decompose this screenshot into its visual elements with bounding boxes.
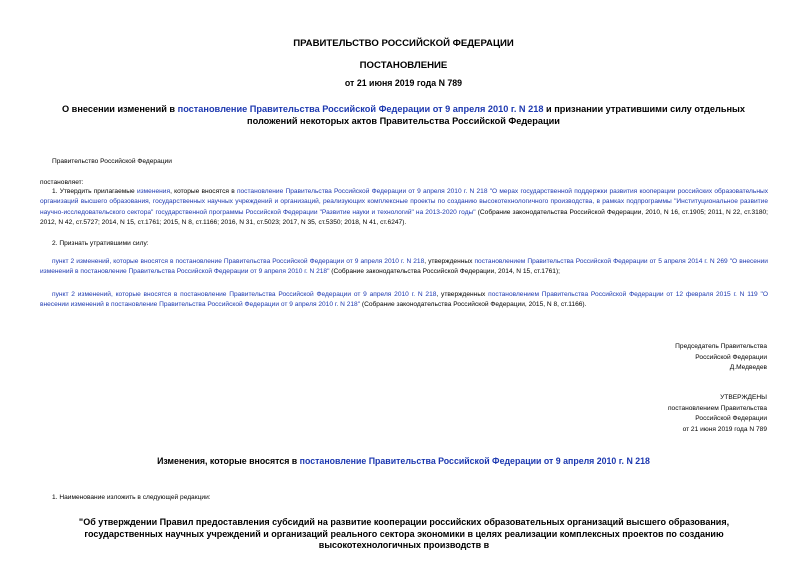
changes-heading-start: Изменения, которые вносятся в	[157, 456, 300, 466]
approval-heading: УТВЕРЖДЕНЫ	[720, 394, 767, 401]
changes-link[interactable]: изменения	[136, 188, 171, 195]
new-name-text: "Об утверждении Правил предоставления субсидий на развитие кооперации российских образовательных организаций высшего образования, государственных научных учреждений и организаций реального сектора экономики в целях реализации комплексных проектов по созданию высокотехнологичных производств в	[78, 517, 730, 551]
title-resolution-link[interactable]: постановление Правительства Российской Федерации от 9 апреля 2010 г. N 218	[177, 104, 544, 114]
resolution-119-link[interactable]: постановлением Правительства Российской Федерации от 12 февраля 2015 г. N 119 "О внесении изменений в постановление Правительства Российской Федерации от 9 апреля 2010 г. N 218"	[40, 291, 768, 309]
changes-heading-link[interactable]: постановление Правительства Российской Федерации от 9 апреля 2010 г. N 218	[299, 456, 650, 466]
item-2-sub-2	[40, 290, 768, 311]
resolves-label: постановляет:	[40, 179, 84, 186]
sub-2-clause-link[interactable]: пункт 2 изменений, которые вносятся в постановление Правительства Российской Федерации от 9 апреля 2010 г. N 218	[52, 291, 437, 298]
government-name: Правительство Российской Федерации	[52, 158, 172, 165]
item-1-paragraph	[40, 187, 768, 229]
resolution-269-link[interactable]: постановлением Правительства Российской Федерации от 5 апреля 2014 г. N 269 "О внесении изменений в постановление Правительства Российской Федерации от 9 апреля 2010 г. N 218"	[40, 258, 768, 276]
sub-2-middle: , утвержденных	[436, 291, 489, 298]
title-text-end: и признании утратившими силу отдельных положений некоторых актов Правительства Российской Федерации	[247, 104, 746, 126]
signature-country: Российской Федерации	[695, 353, 767, 361]
change-1-paragraph: 1. Наименование изложить в следующей редакции:	[52, 494, 211, 501]
sub-1-end: (Собрание законодательства Российской Федерации, 2014, N 15, ст.1761);	[329, 268, 561, 276]
item-1-start: 1. Утвердить прилагаемые	[52, 188, 137, 195]
document-type: ПОСТАНОВЛЕНИЕ	[359, 60, 448, 71]
signature-block	[675, 342, 767, 374]
document-date-number: от 21 июня 2019 года N 789	[344, 78, 463, 88]
government-header: ПРАВИТЕЛЬСТВО РОССИЙСКОЙ ФЕДЕРАЦИИ	[293, 38, 514, 49]
sub-1-clause-link[interactable]: пункт 2 изменений, которые вносятся в постановление Правительства Российской Федерации от 9 апреля 2010 г. N 218	[52, 258, 425, 265]
approval-block	[668, 393, 767, 435]
signature-position: Председатель Правительства	[675, 343, 767, 350]
sub-2-end: (Собрание законодательства Российской Федерации, 2015, N 8, ст.1166).	[360, 301, 587, 309]
document-title	[40, 103, 767, 127]
item-1-end: (Собрание законодательства Российской Федерации, 2010, N 16, ст.1905; 2011, N 22, ст.3180; 2012, N 42, ст.5727; 2014, N 15, ст.1761; 2015, N 8, ст.1166; 2016, N 31, ст.5023; 2017, N 35, ст.5350; 2018, N 41, ст.6247).	[40, 208, 768, 227]
item-2-sub-1	[40, 257, 768, 278]
approval-date: от 21 июня 2019 года N 789	[682, 425, 767, 433]
resolution-218-link[interactable]: постановление Правительства Российской Федерации от 9 апреля 2010 г. N 218 "О мерах государственной поддержки развития кооперации российских образовательных организаций высшего образования, государственных научных учреждений и организаций, реализующих комплексные проекты по созданию высокотехнологичного производства, в рамках подпрограммы "Институциональное развитие научно-исследовательского сектора" государственной программы Российской Федерации "Развитие науки и технологий" на 2013-2020 годы"	[40, 188, 768, 216]
sub-1-middle: , утвержденных	[424, 258, 475, 265]
approval-line-3: Российской Федерации	[695, 415, 767, 423]
item-1-middle: , которые вносятся в	[170, 188, 237, 195]
approval-line-2: постановлением Правительства	[667, 404, 767, 412]
item-2-paragraph: 2. Признать утратившими силу:	[52, 240, 149, 247]
signature-name: Д.Медведев	[729, 364, 767, 372]
title-text-start: О внесении изменений в	[61, 104, 178, 114]
changes-heading	[0, 456, 807, 466]
